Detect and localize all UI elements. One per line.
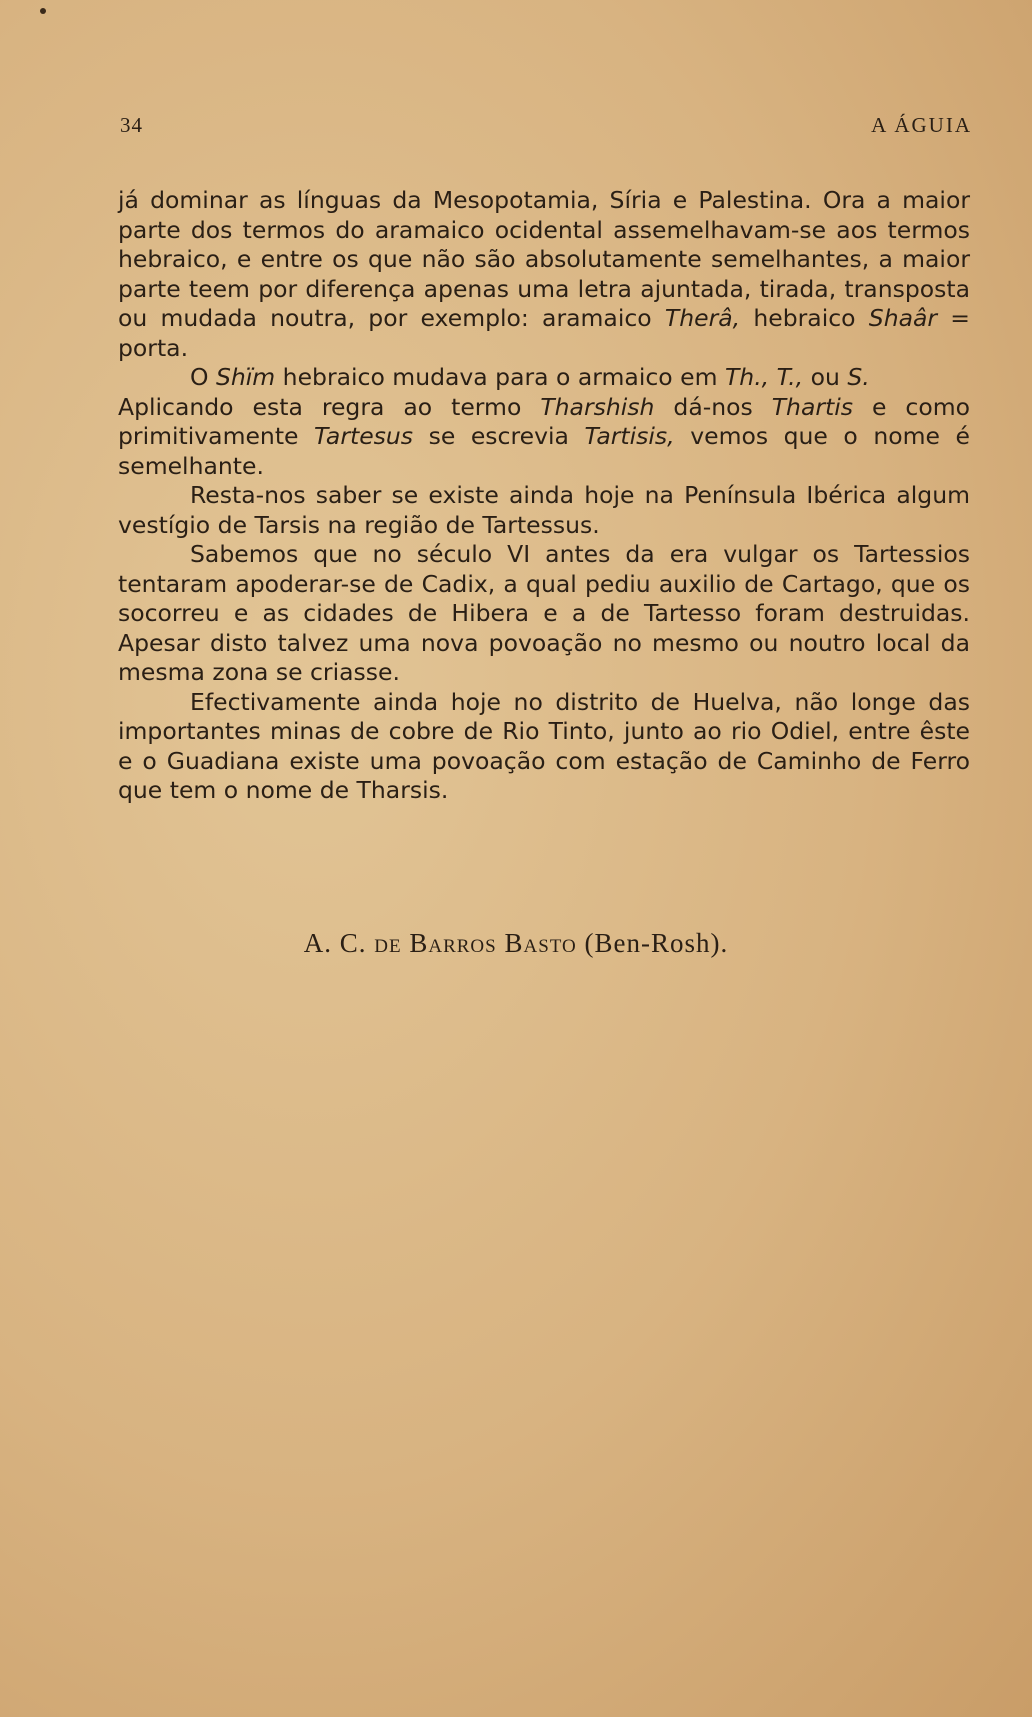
text-run: Efectivamente ainda hoje no distrito de Huelva, não longe das importantes minas de cobre de Rio Tinto, junto ao rio Odiel, entre êste e o Guadiana existe uma povoação com estação de Caminho de Ferro que tem o nome de Tharsis.	[118, 687, 970, 804]
signature-basto-rest: ASTO	[523, 936, 577, 957]
signature-basto-initial: B	[504, 928, 524, 958]
paragraph	[118, 393, 970, 482]
text-run: e como primitivamente	[118, 392, 970, 450]
text-run: Aplicando esta regra ao termo	[118, 392, 541, 421]
signature-pseudonym: (Ben-Rosh).	[584, 928, 729, 958]
article-body	[118, 186, 970, 806]
running-head: A ÁGUIA	[871, 113, 972, 137]
italic-term: Shïm	[215, 363, 276, 391]
text-run: ou	[803, 363, 848, 391]
paragraph	[118, 540, 970, 688]
italic-term: Tartisis,	[584, 422, 675, 450]
text-run: hebraico	[740, 304, 869, 332]
italic-term: Tharshish	[540, 392, 655, 421]
text-run: já dominar as línguas da Mesopotamia, Síria e Palestina. Ora a maior parte dos termos do aramaico ocidental assemelhavam-se aos termos hebraico, e entre os que não são absolutamente semelhantes, a maior parte teem por diferença apenas uma letra ajuntada, tirada, transposta ou mudada noutra, por exemplo: aramaico	[118, 186, 970, 332]
paragraph	[118, 186, 970, 363]
ink-speck	[40, 8, 46, 14]
signature-barros-rest: ARROS	[428, 936, 497, 957]
text-run: dá-nos	[654, 392, 772, 421]
text-run: Sabemos que no século VI antes da era vulgar os Tartessios tentaram apoderar-se de Cadix, a qual pediu auxilio de Cartago, que os socorreu e as cidades de Hibera e a de Tartesso foram destruidas. Apesar disto talvez uma nova povoação no mesmo ou noutro local da mesma zona se criasse.	[118, 540, 970, 686]
italic-term: Th., T.,	[724, 363, 804, 391]
italic-term: Tartesus	[314, 422, 414, 450]
signature-barros-initial: B	[409, 928, 429, 958]
signature-initials: A. C.	[303, 928, 367, 958]
paragraph	[118, 688, 970, 806]
text-run: vemos que o nome é semelhante.	[118, 422, 970, 480]
signature-de: DE	[374, 936, 402, 957]
author-signature	[0, 928, 1032, 959]
text-run: O	[190, 363, 216, 391]
paragraph	[118, 363, 970, 393]
page-header	[120, 113, 972, 139]
italic-term: Thartis	[771, 392, 854, 421]
italic-term: Shaâr	[868, 304, 938, 332]
italic-term: S.	[847, 363, 870, 391]
text-run: hebraico mudava para o armaico em	[275, 363, 725, 391]
italic-term: Therâ,	[664, 304, 741, 332]
page-number: 34	[120, 113, 143, 137]
text-run: se escrevia	[413, 422, 585, 450]
paragraph	[118, 481, 970, 540]
text-run: = porta.	[118, 304, 970, 362]
text-run: Resta-nos saber se existe ainda hoje na Península Ibérica algum vestígio de Tarsis na região de Tartessus.	[118, 481, 970, 539]
